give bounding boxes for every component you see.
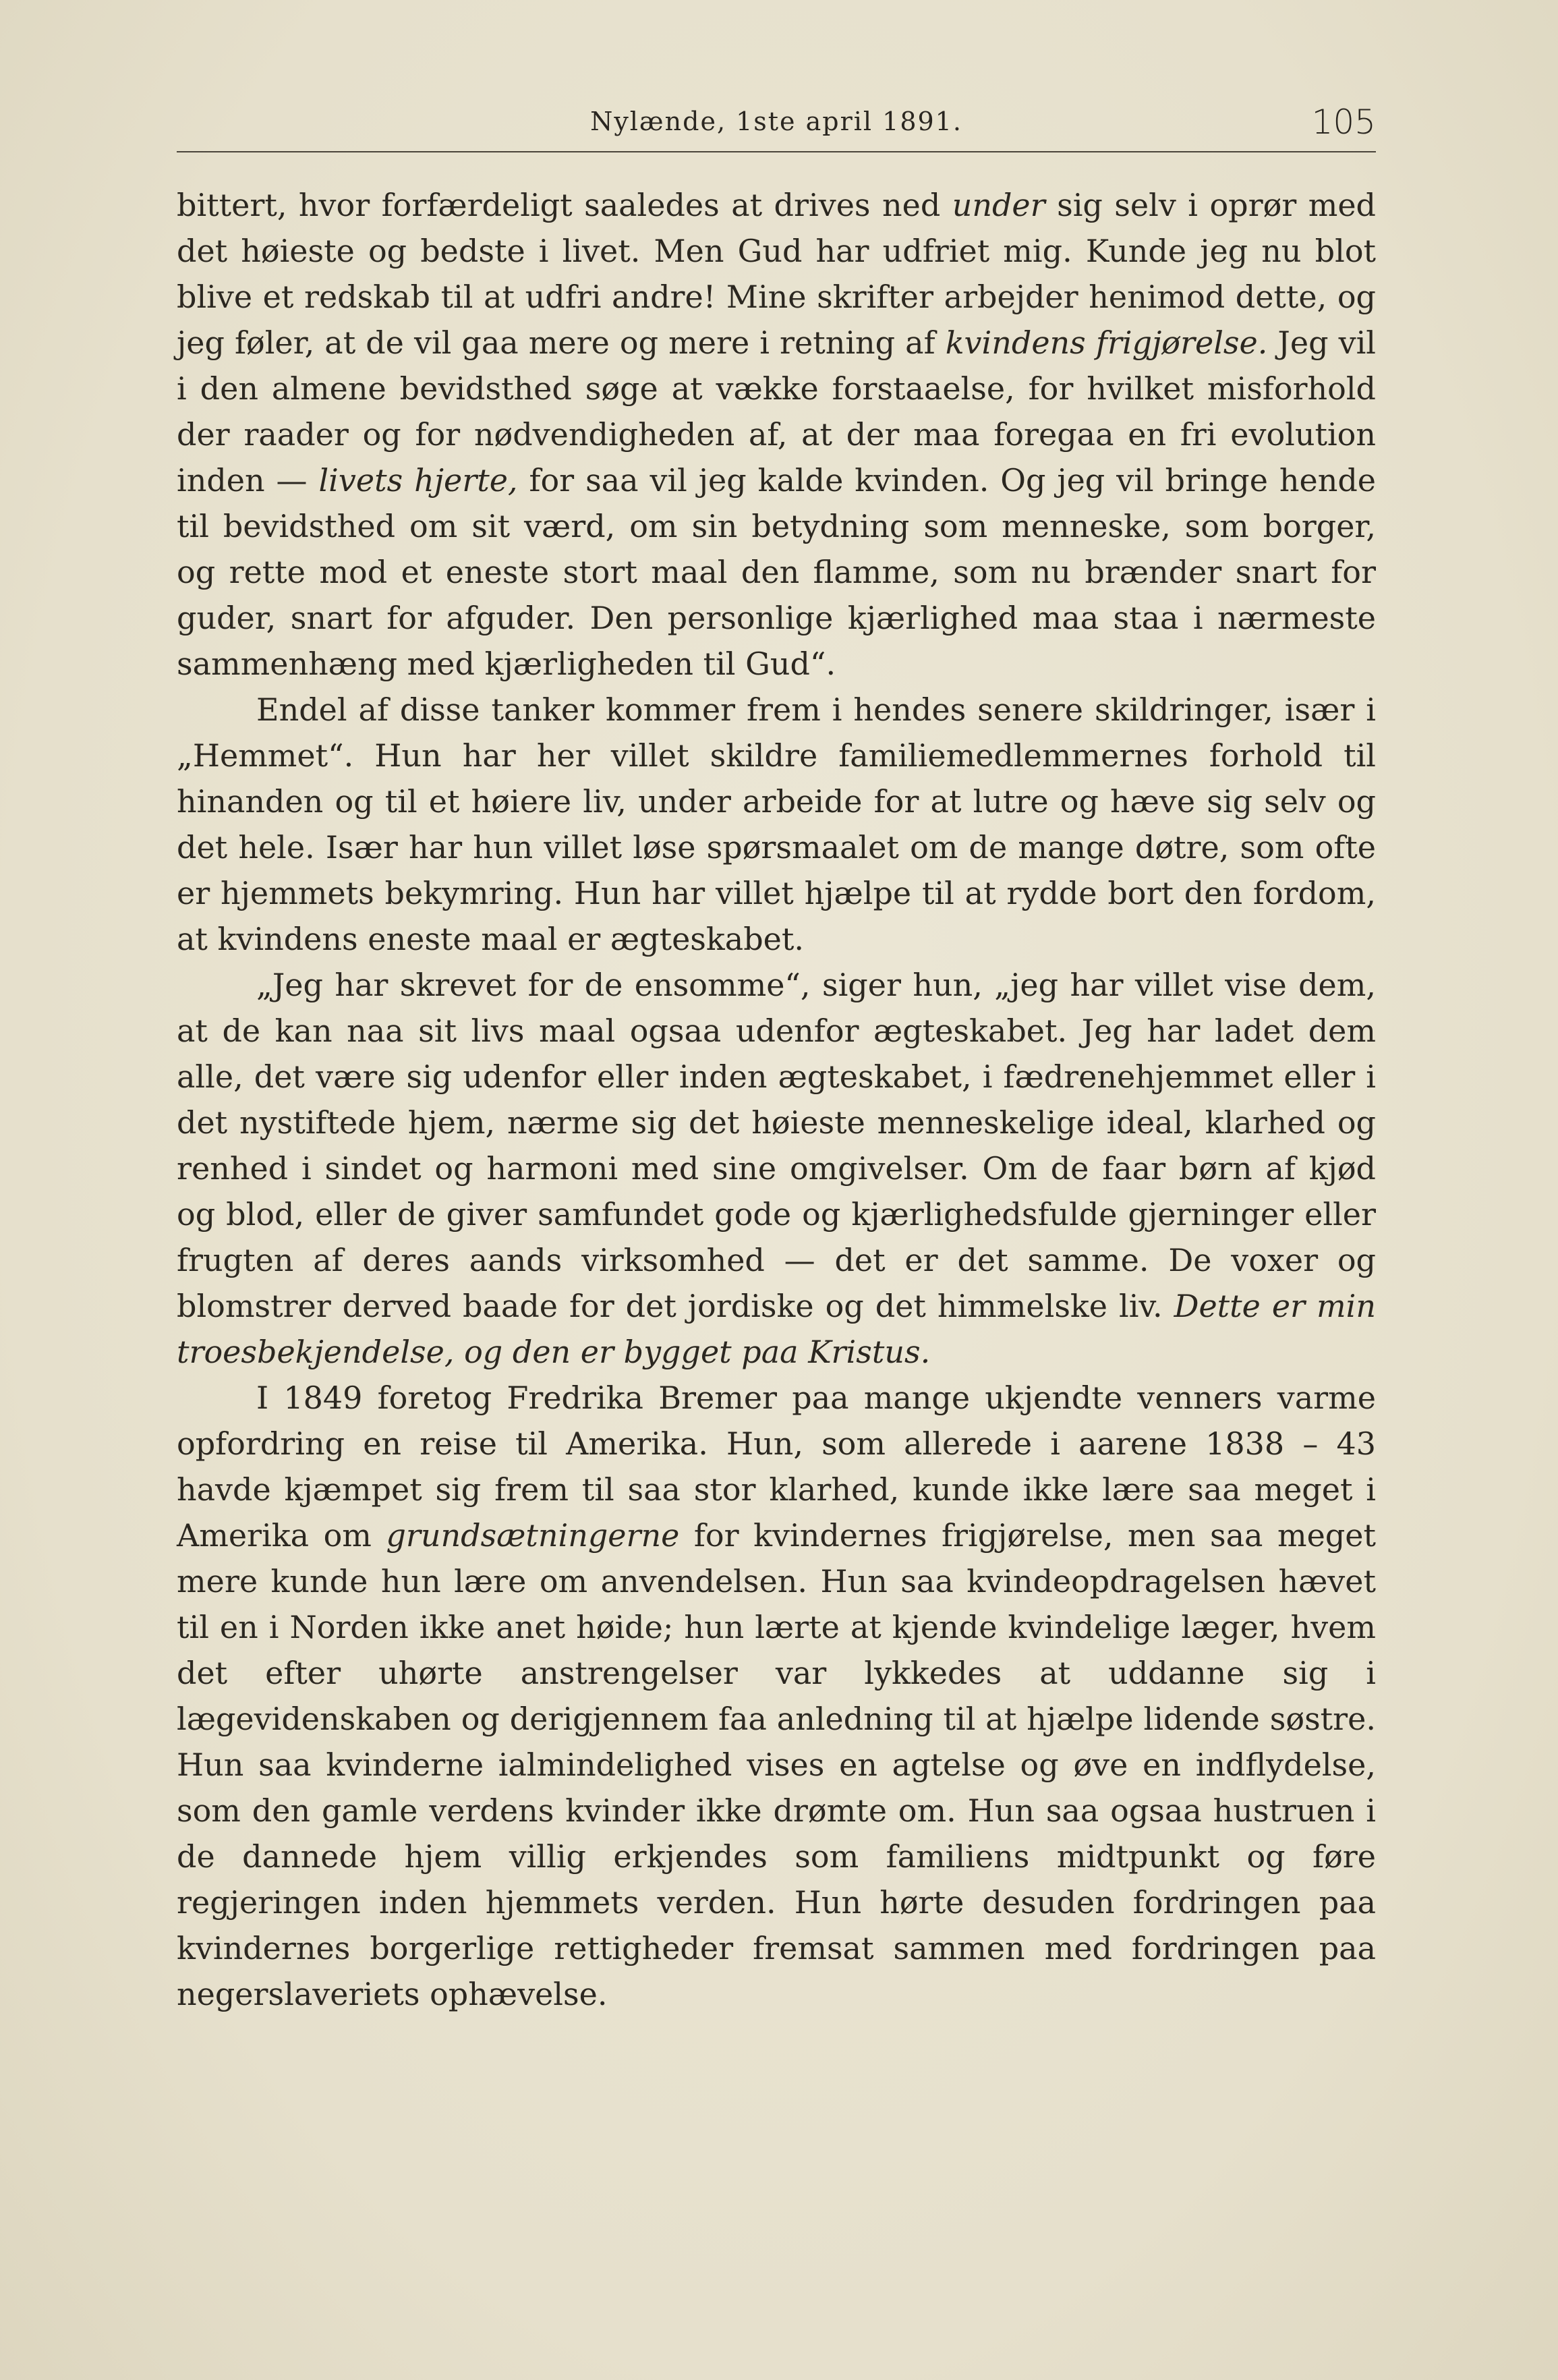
paragraph (177, 1375, 1376, 2017)
text-segment: for kvindernes frigjørelse, men saa meget mere kunde hun lære om anvendelsen. Hun saa kvindeopdragelsen hævet til en i Norden ikke anet høide; hun lærte at kjende kvindelige læger, hvem det efter uhørte anstrengelser var lykkedes at uddanne sig i lægevidenskaben og derigjennem faa anledning til at hjælpe lidende søstre. Hun saa kvinderne ialmindelighed vises en agtelse og øve en indflydelse, som den gamle verdens kvinder ikke drømte om. Hun saa ogsaa hustruen i de dannede hjem villig erkjendes som familiens midtpunkt og føre regjeringen inden hjemmets verden. Hun hørte desuden fordringen paa kvindernes borgerlige rettigheder fremsat sammen med fordringen paa negerslaveriets ophævelse. (177, 1517, 1376, 2012)
body-text (177, 182, 1376, 2017)
italic-segment: kvindens frigjørelse. (945, 324, 1268, 361)
text-segment: „Jeg har skrevet for de ensomme“, siger hun, „jeg har villet vise dem, at de kan naa sit livs maal ogsaa udenfor ægteskabet. Jeg har ladet dem alle, det være sig udenfor eller inden ægteskabet, i fædrenehjemmet eller i det nystiftede hjem, nærme sig det høieste menneskelige ideal, klarhed og renhed i sindet og harmoni med sine omgivelser. Om de faar børn af kjød og blod, eller de giver samfundet gode og kjærlighedsfulde gjerninger eller frugten af deres aands virksomhed — det er det samme. De voxer og blomstrer derved baade for det jordiske og det himmelske liv. (177, 967, 1376, 1324)
italic-segment: grundsætningerne (386, 1517, 680, 1554)
page-header (177, 100, 1376, 154)
paragraph (177, 962, 1376, 1375)
paragraph (177, 182, 1376, 687)
text-segment: I 1849 foretog Fredrika Bremer paa mange ukjendte venners varme opfordring en reise til Amerika. Hun, som allerede i aarene 1838 – 43 havde kjæmpet sig frem til saa stor klarhed, kunde ikke lære saa meget i Amerika om (177, 1380, 1376, 1554)
text-segment: Endel af disse tanker kommer frem i hendes senere skildringer, især i „Hemmet“. Hun har her villet skildre familiemedlemmernes forhold til hinanden og til et høiere liv, under arbeide for at lutre og hæve sig selv og det hele. Især har hun villet løse spørsmaalet om de mange døtre, som ofte er hjemmets bekymring. Hun har villet hjælpe til at rydde bort den fordom, at kvindens eneste maal er ægteskabet. (177, 691, 1376, 957)
page-number: 105 (1311, 103, 1376, 142)
text-segment: bittert, hvor forfærdeligt saaledes at drives ned (177, 187, 952, 223)
text-segment: Jeg vil i den almene bevidsthed søge at vække forstaaelse, for hvilket misforhold der raader og for nødvendigheden af, at der maa foregaa en fri evolution inden — (177, 324, 1377, 499)
text-segment: for saa vil jeg kalde kvinden. Og jeg vil bringe hende til bevidsthed om sit værd, om sin betydning som menneske, som borger, og rette mod et eneste stort maal den flamme, som nu brænder snart for guder, snart for afguder. Den personlige kjærlighed maa staa i nærmeste sammenhæng med kjærligheden til Gud“. (177, 462, 1376, 682)
italic-segment: Dette er min troesbekjendelse, og den er bygget paa Kristus. (177, 1288, 1376, 1370)
italic-segment: under (952, 187, 1045, 223)
text-segment: sig selv i oprør med det høieste og bedste i livet. Men Gud har udfriet mig. Kunde jeg nu blot blive et redskab til at udfri andre! Mine skrifter arbejder henimod dette, og jeg føler, at de vil gaa mere og mere i retning af (177, 187, 1376, 361)
italic-segment: livets hjerte, (318, 462, 518, 499)
running-title: Nylænde, 1ste april 1891. (590, 107, 962, 136)
header-rule (177, 151, 1376, 152)
paragraph (177, 687, 1376, 962)
